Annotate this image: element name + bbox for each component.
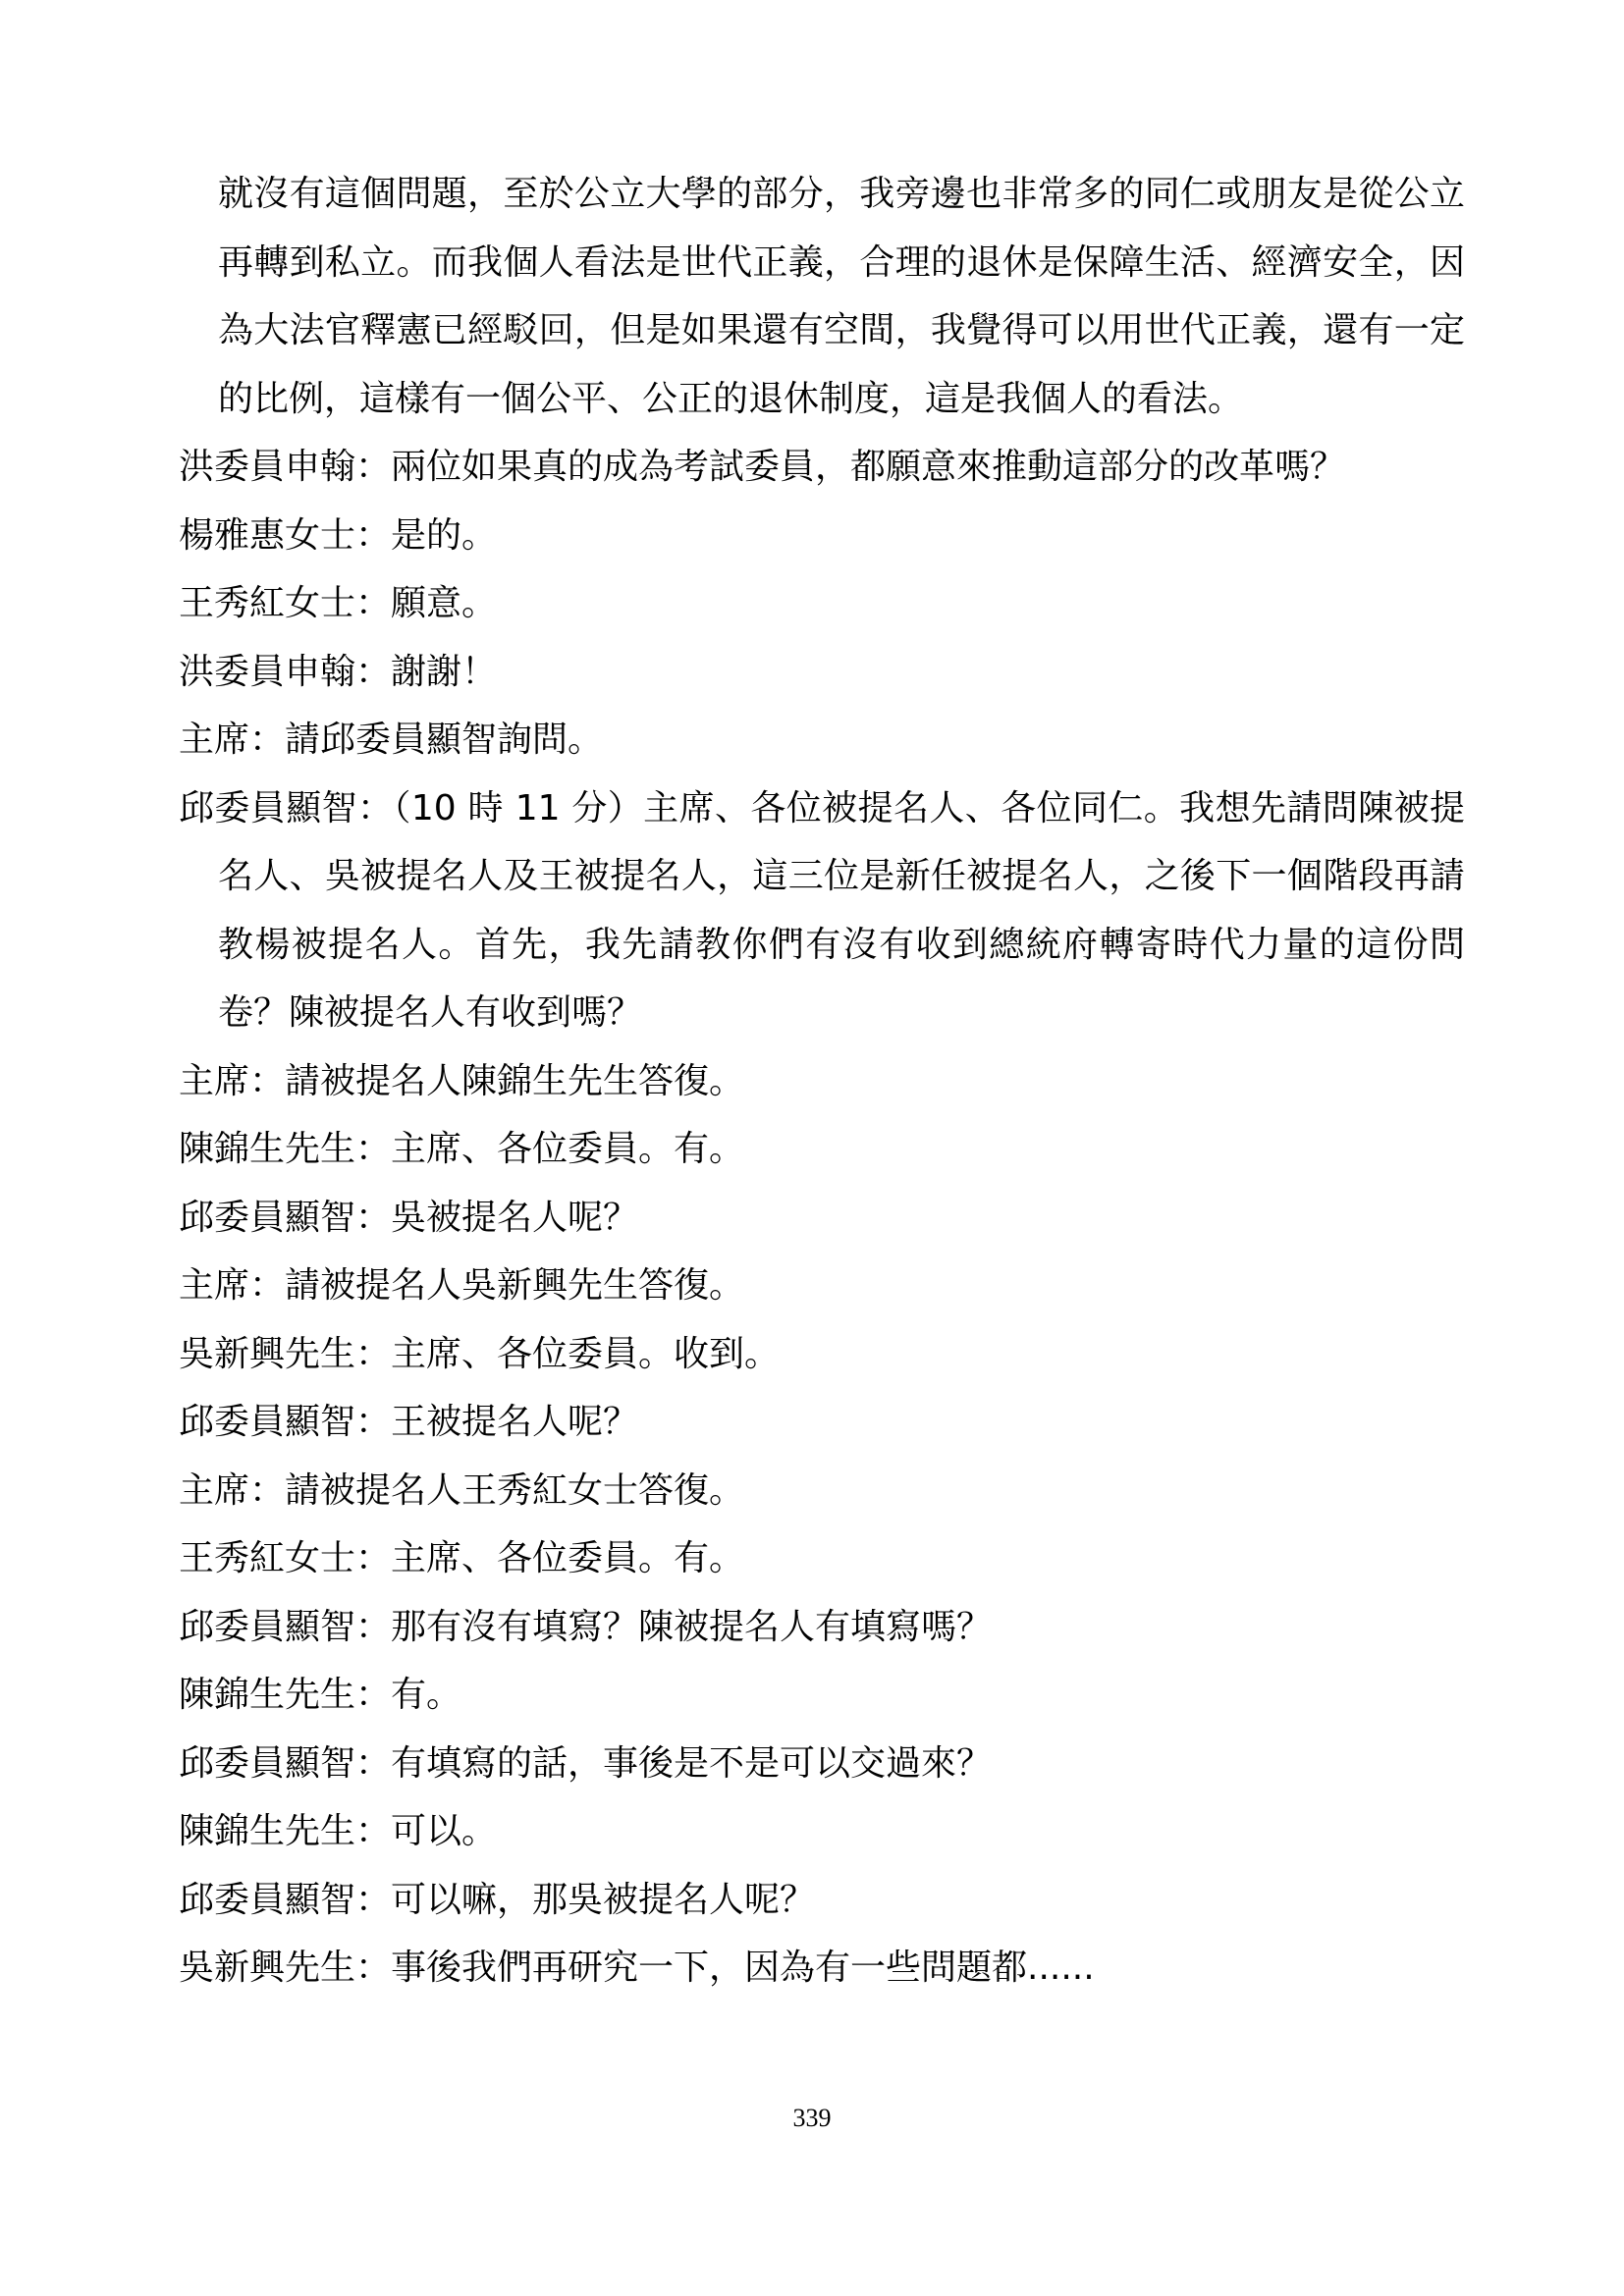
speaker-separator: ： bbox=[355, 651, 392, 692]
speaker-name: 洪委員申翰 bbox=[179, 447, 356, 487]
speaker-turn bbox=[179, 774, 1465, 1047]
speaker-separator: ： bbox=[355, 514, 392, 556]
turn-text: 可以。 bbox=[391, 1811, 498, 1851]
turn-text: 請被提名人吳新興先生答復。 bbox=[285, 1265, 745, 1306]
speaker-name: 主席 bbox=[179, 720, 250, 760]
speaker-turn bbox=[179, 1252, 1465, 1320]
speaker-name: 主席 bbox=[179, 1265, 250, 1306]
turn-text: 可以嘛，那吳被提名人呢？ bbox=[391, 1879, 816, 1920]
turn-text: 請被提名人王秀紅女士答復。 bbox=[285, 1469, 745, 1511]
speaker-separator: ： bbox=[355, 1197, 392, 1238]
turn-text: 主席、各位委員。有。 bbox=[391, 1129, 745, 1169]
speaker-name: 主席 bbox=[179, 1060, 250, 1101]
turn-text: 兩位如果真的成為考試委員，都願意來推動這部分的改革嗎？ bbox=[391, 447, 1346, 487]
speaker-turn bbox=[179, 502, 1465, 570]
speaker-separator: ： bbox=[249, 720, 286, 760]
speaker-separator: ： bbox=[355, 1606, 392, 1647]
turn-text: 有填寫的話，事後是不是可以交過來？ bbox=[391, 1742, 993, 1784]
speaker-separator: ： bbox=[355, 1402, 392, 1442]
speaker-turn bbox=[179, 1047, 1465, 1116]
speaker-turn bbox=[179, 1115, 1465, 1184]
speaker-name: 王秀紅女士 bbox=[179, 1538, 356, 1578]
speaker-separator: ： bbox=[249, 1265, 286, 1306]
speaker-separator: ： bbox=[249, 1060, 286, 1101]
speaker-name: 邱委員顯智 bbox=[179, 1606, 356, 1647]
speaker-name: 吳新興先生 bbox=[179, 1948, 356, 1988]
turn-text: 主席、各位委員。收到。 bbox=[391, 1333, 781, 1374]
speaker-turn bbox=[179, 1388, 1465, 1457]
turn-text: 事後我們再研究一下，因為有一些問題都...... bbox=[391, 1948, 1095, 1988]
speaker-separator: ： bbox=[355, 1879, 392, 1920]
turn-text: 吳被提名人呢？ bbox=[391, 1197, 639, 1238]
speaker-turn bbox=[179, 1524, 1465, 1593]
speaker-turn bbox=[179, 706, 1465, 774]
continuation-paragraph: 就沒有這個問題，至於公立大學的部分，我旁邊也非常多的同仁或朋友是從公立再轉到私立。而我個人看法是世代正義，合理的退休是保障生活、經濟安全，因為大法官釋憲已經駁回，但是如果還有空間，我覺得可以用世代正義，還有一定的比例，這樣有一個公平、公正的退休制度，這是我個人的看法。 bbox=[218, 174, 1465, 419]
speaker-separator: ： bbox=[355, 1742, 392, 1784]
turn-text: 主席、各位委員。有。 bbox=[391, 1538, 745, 1578]
speaker-name: 洪委員申翰 bbox=[179, 651, 356, 692]
speaker-turn bbox=[179, 1457, 1465, 1525]
speaker-turn bbox=[179, 638, 1465, 707]
speaker-separator: ： bbox=[355, 1675, 392, 1715]
transcript-body bbox=[179, 160, 1465, 2002]
turn-text: 願意。 bbox=[391, 583, 498, 623]
speaker-name: 陳錦生先生 bbox=[179, 1811, 356, 1851]
speaker-name: 楊雅惠女士 bbox=[179, 514, 356, 556]
speaker-name: 吳新興先生 bbox=[179, 1333, 356, 1374]
speaker-turn bbox=[179, 1866, 1465, 1935]
speaker-separator: ： bbox=[355, 1129, 392, 1169]
speaker-turn bbox=[179, 1934, 1465, 2002]
speaker-turn bbox=[179, 1184, 1465, 1253]
speaker-name: 王秀紅女士 bbox=[179, 583, 356, 623]
speaker-turn bbox=[179, 1797, 1465, 1866]
speaker-name: 邱委員顯智 bbox=[179, 1402, 356, 1442]
turn-text: 請邱委員顯智詢問。 bbox=[285, 720, 604, 760]
speaker-turn bbox=[179, 1661, 1465, 1730]
turn-text: 王被提名人呢？ bbox=[391, 1402, 639, 1442]
speaker-separator: ： bbox=[355, 447, 392, 487]
speaker-separator: ： bbox=[355, 1538, 392, 1578]
speaker-name: 邱委員顯智 bbox=[179, 1197, 356, 1238]
speaker-turns bbox=[179, 433, 1465, 2002]
speaker-turn bbox=[179, 1593, 1465, 1662]
speaker-name: 邱委員顯智 bbox=[179, 1879, 356, 1920]
speaker-name: 主席 bbox=[179, 1469, 250, 1511]
speaker-separator: ： bbox=[355, 1948, 392, 1988]
speaker-turn bbox=[179, 569, 1465, 638]
turn-text: 請被提名人陳錦生先生答復。 bbox=[285, 1060, 745, 1101]
page-number: 339 bbox=[792, 2104, 832, 2132]
speaker-separator: ： bbox=[355, 1333, 392, 1374]
speaker-name: 邱委員顯智 bbox=[179, 787, 358, 828]
turn-text: 謝謝！ bbox=[391, 651, 498, 692]
turn-text: 那有沒有填寫？陳被提名人有填寫嗎？ bbox=[391, 1606, 993, 1647]
turn-text: 是的。 bbox=[391, 514, 498, 556]
speaker-separator: ： bbox=[249, 1469, 286, 1511]
speaker-name: 陳錦生先生 bbox=[179, 1129, 356, 1169]
turn-text: （10 時 11 分）主席、各位被提名人、各位同仁。我想先請問陳被提名人、吳被提名人及王被提名人，這三位是新任被提名人，之後下一個階段再請教楊被提名人。首先，我先請教你們有沒有收到總統府轉寄時代力量的這份問卷？陳被提名人有收到嗎？ bbox=[218, 787, 1465, 1033]
speaker-name: 陳錦生先生 bbox=[179, 1675, 356, 1715]
speaker-separator: ： bbox=[357, 787, 394, 828]
speaker-separator: ： bbox=[355, 583, 392, 623]
speaker-name: 邱委員顯智 bbox=[179, 1742, 356, 1784]
speaker-turn bbox=[179, 1320, 1465, 1389]
turn-text: 有。 bbox=[391, 1675, 462, 1715]
speaker-separator: ： bbox=[355, 1811, 392, 1851]
speaker-turn bbox=[179, 433, 1465, 502]
speaker-turn bbox=[179, 1730, 1465, 1798]
